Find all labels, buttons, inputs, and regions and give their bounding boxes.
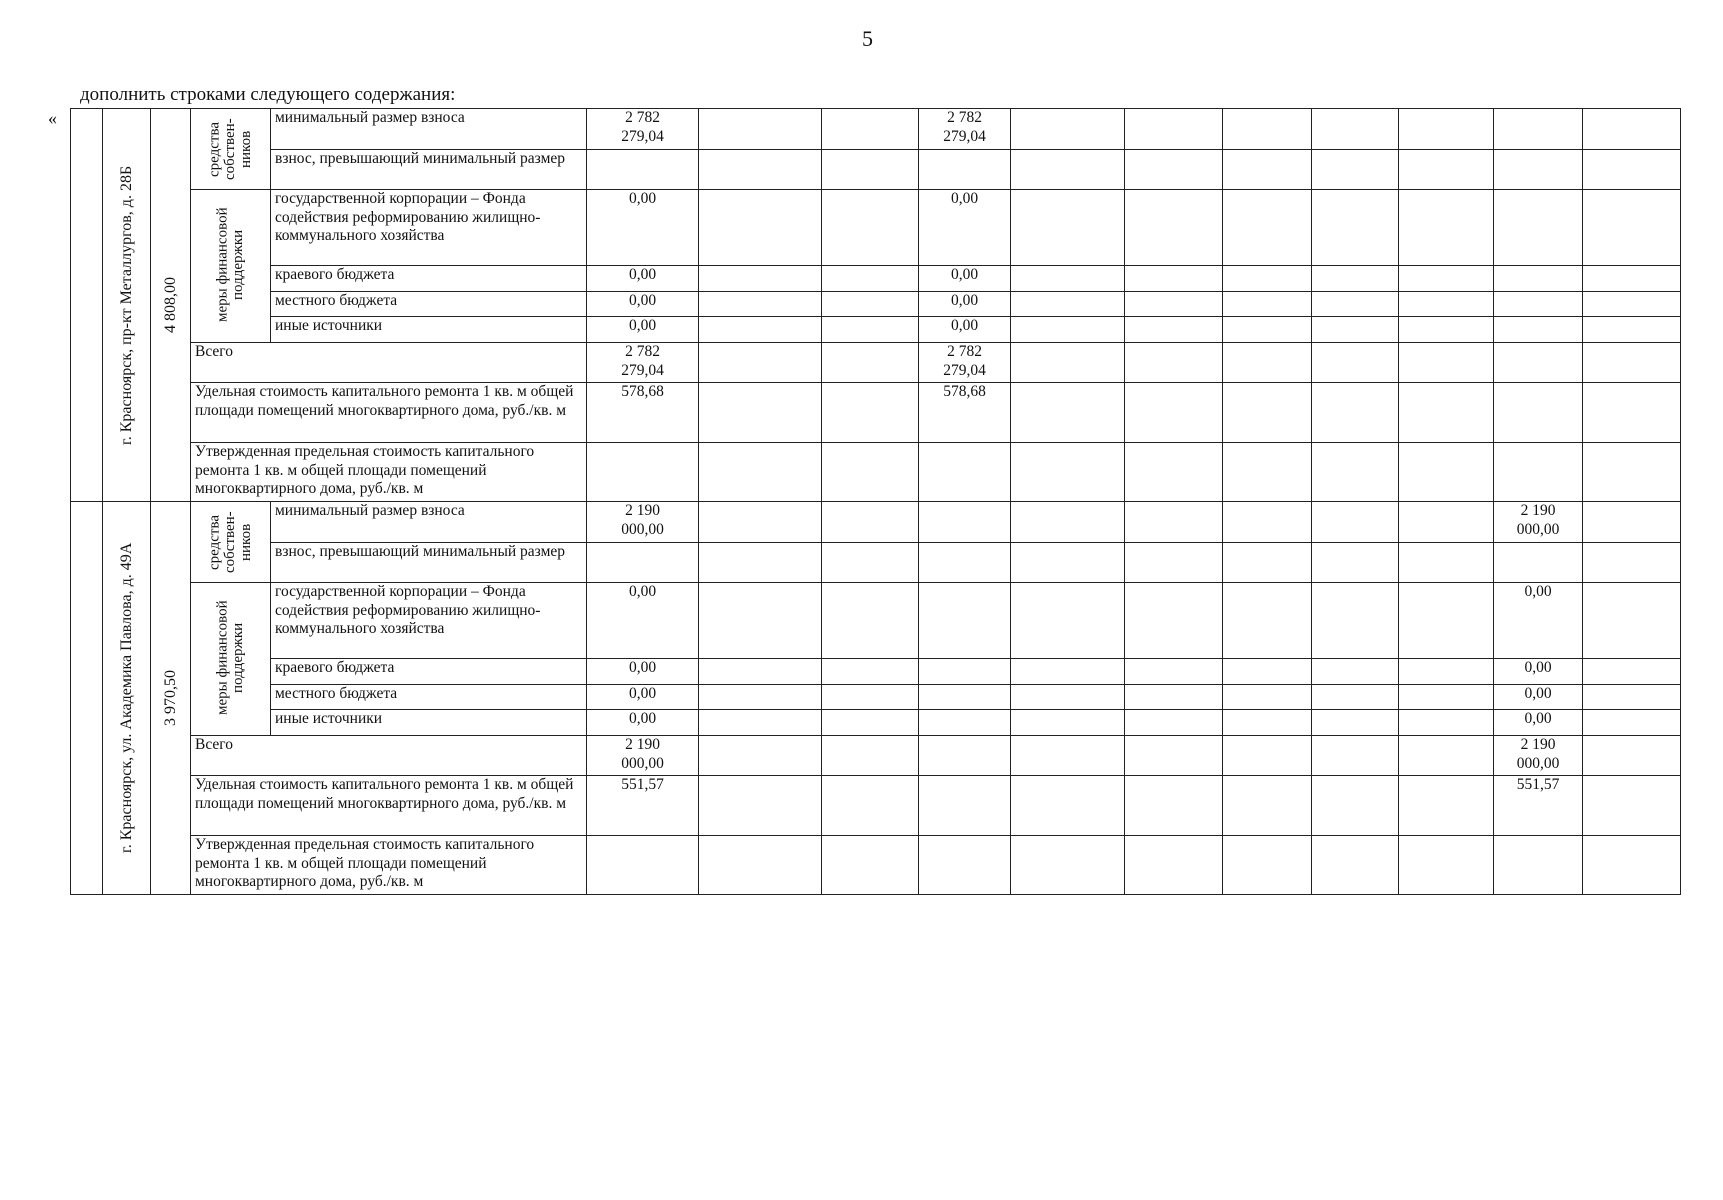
address-cell — [103, 109, 151, 502]
row-number-cell — [71, 502, 103, 895]
table-row: Удельная стоимость капитального ремонта 1 кв. м общей площади помещений многоквартирного дома, руб./кв. м 578,68 578,68 — [71, 383, 1681, 443]
table-row: краевого бюджета 0,00 0,00 — [71, 265, 1681, 291]
address-text: г. Красноярск, ул. Академика Павлова, д. 49А — [117, 542, 135, 854]
row-label: государственной корпорации – Фонда содействия реформированию жилищно-коммунального хозяйства — [271, 190, 587, 266]
row-number-cell — [71, 109, 103, 502]
total-cell: 2 782 279,04 — [587, 109, 699, 150]
table-row: Всего 2 782 279,04 2 782 279,04 — [71, 343, 1681, 383]
area-cell — [151, 502, 191, 895]
row-label: Удельная стоимость капитального ремонта 1 кв. м общей площади помещений многоквартирного дома, руб./кв. м — [191, 383, 587, 443]
owner-funds-label: средства собствен-ников — [205, 118, 254, 180]
last-cell — [1494, 109, 1583, 150]
row-label: Утвержденная предельная стоимость капитального ремонта 1 кв. м общей площади помещений многоквартирного дома, руб./кв. м — [191, 836, 587, 895]
page-number: 5 — [862, 26, 873, 51]
table-row — [71, 109, 1681, 150]
support-label: меры финансовой поддержки — [213, 207, 246, 323]
table-row: г. Красноярск, ул. Академика Павлова, д. 49А 3 970,50 средства собствен-ников минимальный размер взноса 2 190 000,00 2 190 000,00 — [71, 502, 1681, 543]
address-cell — [103, 502, 151, 895]
row-label: взнос, превышающий минимальный размер — [271, 149, 587, 190]
row-label: Удельная стоимость капитального ремонта 1 кв. м общей площади помещений многоквартирного дома, руб./кв. м — [191, 776, 587, 836]
repair-plan-table — [70, 108, 1681, 895]
row-label: краевого бюджета — [271, 265, 587, 291]
row-label: Всего — [191, 343, 587, 383]
col4-cell: 2 782 279,04 — [919, 109, 1011, 150]
row-label: краевого бюджета — [271, 658, 587, 684]
support-group — [191, 190, 271, 343]
row-label: местного бюджета — [271, 684, 587, 710]
owner-funds-group — [191, 109, 271, 190]
row-label: минимальный размер взноса — [271, 502, 587, 543]
row-label: государственной корпорации – Фонда содействия реформированию жилищно-коммунального хозяйства — [271, 583, 587, 659]
row-label: иные источники — [271, 710, 587, 736]
owner-funds-label: средства собствен-ников — [205, 511, 254, 573]
address-text: г. Красноярск, пр-кт Металлургов, д. 28Б — [117, 165, 135, 445]
table-row — [71, 149, 1681, 190]
intro-text: дополнить строками следующего содержания: — [80, 84, 456, 105]
area-text: 3 970,50 — [161, 670, 179, 726]
table-row: Удельная стоимость капитального ремонта 1 кв. м общей площади помещений многоквартирного дома, руб./кв. м 551,57 551,57 — [71, 776, 1681, 836]
opening-quote: « — [48, 108, 57, 128]
row-label: Утвержденная предельная стоимость капитального ремонта 1 кв. м общей площади помещений многоквартирного дома, руб./кв. м — [191, 443, 587, 502]
row-label: взнос, превышающий минимальный размер — [271, 542, 587, 583]
table-row: меры финансовой поддержки государственной корпорации – Фонда содействия реформированию жилищно-коммунального хозяйства 0,00 0,00 — [71, 190, 1681, 266]
row-label: Всего — [191, 736, 587, 776]
table-row: Всего 2 190 000,00 2 190 000,00 — [71, 736, 1681, 776]
area-text: 4 808,00 — [161, 277, 179, 333]
row-label: иные источники — [271, 317, 587, 343]
support-group — [191, 583, 271, 736]
area-cell — [151, 109, 191, 502]
table-row — [71, 443, 1681, 502]
table-row: иные источники 0,00 0,00 — [71, 317, 1681, 343]
table-row — [71, 542, 1681, 583]
table-row: меры финансовой поддержки государственной корпорации – Фонда содействия реформированию жилищно-коммунального хозяйства 0,00 0,00 — [71, 583, 1681, 659]
table-row: иные источники 0,00 0,00 — [71, 710, 1681, 736]
table-row: краевого бюджета 0,00 0,00 — [71, 658, 1681, 684]
owner-funds-group — [191, 502, 271, 583]
table-row — [71, 836, 1681, 895]
row-label: минимальный размер взноса — [271, 109, 587, 150]
support-label: меры финансовой поддержки — [213, 600, 246, 716]
row-label: местного бюджета — [271, 291, 587, 317]
table-row: местного бюджета 0,00 0,00 — [71, 291, 1681, 317]
table-row: местного бюджета 0,00 0,00 — [71, 684, 1681, 710]
